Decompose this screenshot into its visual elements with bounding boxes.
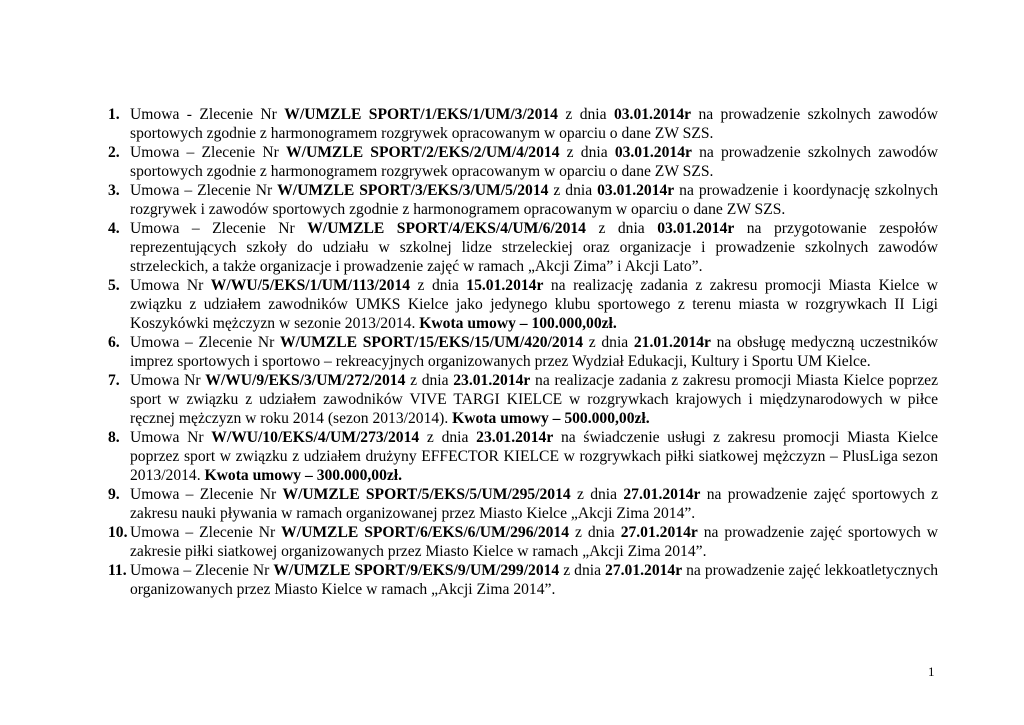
item-number: 3. xyxy=(108,182,120,199)
bold-text: Kwota umowy – 500.000,00zł. xyxy=(452,410,650,427)
item-text xyxy=(130,219,938,276)
bold-text: 03.01.2014r xyxy=(614,144,692,161)
bold-text: W/UMZLE SPORT/2/EKS/2/UM/4/2014 xyxy=(286,144,560,161)
contract-item xyxy=(108,561,938,599)
item-text xyxy=(130,428,938,485)
contract-item xyxy=(108,428,938,485)
item-number: 1. xyxy=(108,106,120,123)
plain-text: Umowa – Zlecenie Nr xyxy=(130,144,287,161)
item-text xyxy=(130,181,938,219)
contract-item xyxy=(108,143,938,181)
plain-text: z dnia xyxy=(419,429,477,446)
plain-text: Umowa – Zlecenie Nr xyxy=(130,220,308,237)
item-text xyxy=(130,333,938,371)
contract-item xyxy=(108,485,938,523)
item-number: 11. xyxy=(108,562,127,579)
plain-text: Umowa – Zlecenie Nr xyxy=(130,524,282,541)
plain-text: Umowa - Zlecenie Nr xyxy=(130,106,285,123)
plain-text: na przygotowanie zespołów reprezentujących szkoły do udziału w szkolnej lidze strzeleckiej oraz organizacje i prowadzenie szkolnych zawodów strzeleckich, a także organizacje i prowadzenie zajęć w ramach „Akcji Zima” i Akcji Lato”. xyxy=(130,220,938,275)
bold-text: Kwota umowy – 100.000,00zł. xyxy=(419,315,617,332)
item-number: 8. xyxy=(108,429,120,446)
bold-text: W/UMZLE SPORT/6/EKS/6/UM/296/2014 xyxy=(281,524,570,541)
item-text xyxy=(130,523,938,561)
item-number: 10. xyxy=(108,524,128,541)
contract-item xyxy=(108,181,938,219)
plain-text: na prowadzenie szkolnych zawodów sportowych zgodnie z harmonogramem rozgrywek opracowanym w oparciu o dane ZW SZS. xyxy=(130,144,938,180)
bold-text: W/WU/9/EKS/3/UM/272/2014 xyxy=(205,372,406,389)
bold-text: W/UMZLE SPORT/1/EKS/1/UM/3/2014 xyxy=(284,106,558,123)
plain-text: na realizację zadania z zakresu promocji Miasta Kielce w związku z udziałem zawodników UMKS Kielce jako jedynego klubu sportowego z terenu miasta w rozgrywkach II Ligi Koszykówki mężczyzn w sezonie 2013/2014. xyxy=(130,277,938,332)
item-number: 4. xyxy=(108,220,120,237)
plain-text: Umowa – Zlecenie Nr xyxy=(130,334,280,351)
bold-text: 27.01.2014r xyxy=(605,562,683,579)
plain-text: Umowa – Zlecenie Nr xyxy=(130,182,278,199)
plain-text: na świadczenie usługi z zakresu promocji Miasta Kielce poprzez sport w związku z udziałem drużyny EFFECTOR KIELCE w rozgrywkach piłki siatkowej mężczyzn – PlusLiga sezon 2013/2014. xyxy=(130,429,938,484)
item-number: 6. xyxy=(108,334,120,351)
plain-text: na prowadzenie zajęć sportowych w zakresie piłki siatkowej organizowanych przez Miasto Kielce w ramach „Akcji Zima 2014”. xyxy=(130,524,939,560)
plain-text: Umowa – Zlecenie Nr xyxy=(130,486,283,503)
bold-text: 27.01.2014r xyxy=(620,524,698,541)
plain-text: na prowadzenie szkolnych zawodów sportowych zgodnie z harmonogramem rozgrywek opracowanym w oparciu o dane ZW SZS. xyxy=(130,106,938,142)
plain-text: z dnia xyxy=(585,220,658,237)
bold-text: 21.01.2014r xyxy=(633,334,711,351)
plain-text: z dnia xyxy=(548,182,598,199)
contract-item xyxy=(108,523,938,561)
contract-item xyxy=(108,276,938,333)
item-number: 7. xyxy=(108,372,120,389)
plain-text: na realizacje zadania z zakresu promocji Miasta Kielce poprzez sport w związku z udziałem zawodników VIVE TARGI KIELCE w rozgrywkach krajowych i międzynarodowych w piłce ręcznej mężczyzn w roku 2014 (sezon 2013/2014). xyxy=(130,372,939,427)
plain-text: z dnia xyxy=(570,486,624,503)
bold-text: 03.01.2014r xyxy=(597,182,675,199)
bold-text: 03.01.2014r xyxy=(657,220,735,237)
item-number: 5. xyxy=(108,277,120,294)
bold-text: 23.01.2014r xyxy=(453,372,531,389)
plain-text: z dnia xyxy=(559,562,606,579)
bold-text: W/UMZLE SPORT/9/EKS/9/UM/299/2014 xyxy=(273,562,560,579)
item-text xyxy=(130,561,938,599)
bold-text: 15.01.2014r xyxy=(466,277,544,294)
contract-item xyxy=(108,371,938,428)
contract-item xyxy=(108,219,938,276)
plain-text: na prowadzenie zajęć sportowych z zakresu nauki pływania w ramach organizowanej przez Miasto Kielce „Akcji Zima 2014”. xyxy=(130,486,939,522)
contract-item xyxy=(108,105,938,143)
plain-text: z dnia xyxy=(410,277,467,294)
item-text xyxy=(130,276,938,333)
plain-text: na obsługę medyczną uczestników imprez sportowych i sportowo – rekreacyjnych organizowanych przez Wydział Edukacji, Kultury i Sportu UM Kielce. xyxy=(130,334,938,370)
item-text xyxy=(130,105,938,143)
bold-text: W/WU/5/EKS/1/UM/113/2014 xyxy=(210,277,411,294)
item-text xyxy=(130,485,938,523)
plain-text: z dnia xyxy=(559,144,615,161)
bold-text: W/UMZLE SPORT/4/EKS/4/UM/6/2014 xyxy=(307,220,586,237)
plain-text: na prowadzenie i koordynację szkolnych rozgrywek i zawodów sportowych zgodnie z harmonogramem opracowanym w oparciu o dane ZW SZS. xyxy=(130,182,939,218)
plain-text: z dnia xyxy=(583,334,634,351)
bold-text: W/UMZLE SPORT/5/EKS/5/UM/295/2014 xyxy=(282,486,571,503)
contract-item xyxy=(108,333,938,371)
item-number: 2. xyxy=(108,144,120,161)
item-text xyxy=(130,143,938,181)
plain-text: Umowa – Zlecenie Nr xyxy=(130,562,274,579)
bold-text: W/UMZLE SPORT/15/EKS/15/UM/420/2014 xyxy=(279,334,584,351)
plain-text: Umowa Nr xyxy=(130,372,206,389)
plain-text: Umowa Nr xyxy=(130,277,211,294)
plain-text: z dnia xyxy=(569,524,621,541)
item-number: 9. xyxy=(108,486,120,503)
contract-list xyxy=(108,105,938,599)
plain-text: z dnia xyxy=(405,372,454,389)
plain-text: na prowadzenie zajęć lekkoatletycznych organizowanych przez Miasto Kielce w ramach „Akcji Zima 2014”. xyxy=(130,562,938,598)
bold-text: W/UMZLE SPORT/3/EKS/3/UM/5/2014 xyxy=(277,182,549,199)
plain-text: Umowa Nr xyxy=(130,429,212,446)
plain-text: z dnia xyxy=(557,106,614,123)
bold-text: Kwota umowy – 300.000,00zł. xyxy=(204,467,403,484)
bold-text: 27.01.2014r xyxy=(623,486,701,503)
page-number: 1 xyxy=(928,664,935,679)
item-text xyxy=(130,371,938,428)
bold-text: W/WU/10/EKS/4/UM/273/2014 xyxy=(211,429,420,446)
bold-text: 03.01.2014r xyxy=(613,106,692,123)
bold-text: 23.01.2014r xyxy=(476,429,554,446)
